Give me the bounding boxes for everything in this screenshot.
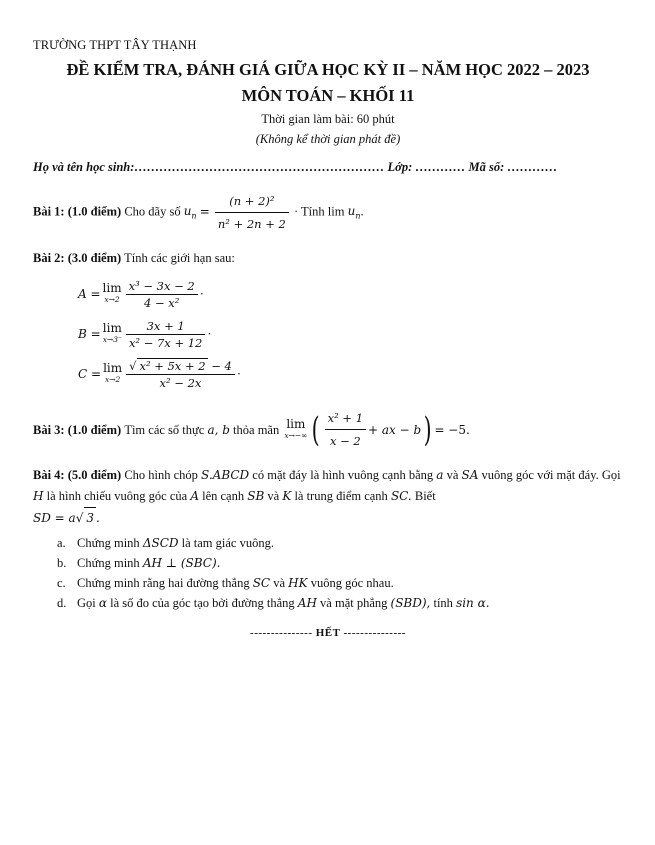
p4-text3: và	[446, 468, 459, 482]
end-dot: .	[360, 204, 364, 219]
p4-line2-text4: và	[267, 489, 280, 503]
equals-sign: =	[199, 204, 210, 219]
problem-3-text2: thỏa mãn	[233, 422, 280, 437]
limit-C-name: C =	[78, 367, 102, 381]
p4-H: H	[33, 489, 44, 503]
p4-edge-sa: SA	[461, 468, 479, 482]
problem-4-items	[57, 533, 623, 613]
problem-1-label: Bài 1: (1.0 điểm)	[33, 204, 122, 219]
limit-A-op: lim x→2	[102, 281, 122, 304]
school-name: TRƯỜNG THPT TÂY THẠNH	[33, 38, 197, 52]
problem-1: Bài 1: (1.0 điểm) Cho dãy số $u_n$ = $\frac{\text{(n + 2)²}}{\text{n² + 2n + 2}}$ · Tính $\lim u_n$.	[33, 191, 623, 234]
problem-3-fraction	[325, 408, 366, 451]
p4-text1: Cho hình chóp	[124, 468, 198, 482]
problem-1-text: Cho dãy số	[124, 204, 181, 219]
problem-2-text: Tính các giới hạn sau:	[124, 251, 235, 265]
p4-line2-text6: Biết	[414, 489, 436, 503]
item-b: b. Chứng minh AH ⊥ (SBC).	[57, 553, 623, 573]
student-info-line: Họ và tên học sinh:…………………………………………………… Lớp: ………… Mã số: …………	[33, 160, 558, 174]
item-a: a. Chứng minh ΔSCD là tam giác vuông.	[57, 533, 623, 553]
limit-C-den: x² − 2x	[159, 376, 202, 390]
problem-3-result: = −5.	[434, 422, 470, 437]
p4-line2-text2: là hình chiếu vuông góc của	[46, 489, 188, 503]
problem-3: Bài 3: (1.0 điểm) Tìm các số thực a, b thỏa mãn lim x→−∞ ( $\frac{\text{x² + 1}}{x - 2}$ + ax − b ) = −5.	[33, 409, 470, 450]
exam-note: (Không kể thời gian phát đề)	[255, 132, 401, 146]
fraction-denominator: n² + 2n + 2	[217, 217, 286, 231]
exam-duration: Thời gian làm bài: 60 phút	[261, 112, 395, 126]
p4-line2-text5: là trung điểm cạnh	[294, 489, 388, 503]
problem-3-text: Tìm các số thực	[124, 422, 205, 437]
problem-3-label: Bài 3: (1.0 điểm)	[33, 422, 122, 437]
limit-B: B = lim x→3⁻ $\frac{3x + 1}{\text{x² − 7x + 12}}$ ·	[78, 318, 212, 350]
p4-K: K	[282, 489, 292, 503]
limit-C-fraction	[126, 358, 235, 390]
problem-3-den: x − 2	[329, 434, 361, 448]
exam-page	[33, 38, 623, 639]
p4-line2-text3: lên cạnh	[202, 489, 245, 503]
problem-3-num: x² + 1	[325, 408, 366, 430]
limit-A-den: 4 − x²	[143, 295, 180, 310]
limit-A: A = lim x→2 $\frac{\text{x³ − 3x − 2}}{\text{4 − x²}}$ ·	[78, 278, 204, 310]
item-d: d. Gọi α là số đo của góc tạo bởi đường thẳng AH và mặt phẳng (SBD), tính sin α.	[57, 593, 623, 613]
p4-A: A	[190, 489, 199, 503]
seq-name: $u_n$	[183, 204, 197, 221]
limit-B-name: B =	[78, 327, 101, 341]
limit-C-op: lim x→2	[103, 361, 123, 384]
problem-2-equations	[33, 274, 623, 394]
problem-3-vars: a, b	[207, 422, 230, 437]
p4-pyramid: S.ABCD	[201, 468, 250, 482]
limit-C: C = lim x→2 $\frac{\text{√ x² + 5x + 2 − 4}}{\text{x² − 2x}}$ ·	[78, 359, 241, 390]
problem-2-label: Bài 2: (3.0 điểm)	[33, 251, 122, 265]
limit-A-name: A =	[78, 287, 101, 301]
problem-1-fraction	[215, 191, 289, 234]
p4-SC: SC.	[390, 489, 412, 503]
p4-line2-text1: với mặt đáy. Gọi	[537, 468, 621, 482]
p4-var-a: a	[436, 468, 444, 482]
limit-C-num: √ x² + 5x + 2 − 4	[126, 358, 235, 375]
p4-text2: có mặt đáy là hình vuông cạnh bằng	[252, 468, 434, 482]
limit-B-fraction	[126, 319, 205, 350]
problem-1-text-after: Tính lim	[301, 204, 345, 219]
p4-SB: SB	[247, 489, 265, 503]
item-d-label: d.	[57, 596, 67, 610]
limit-B-op: lim x→3⁻	[102, 321, 122, 344]
problem-4	[33, 465, 623, 529]
item-a-label: a.	[57, 536, 66, 550]
problem-3-rest: + ax − b	[368, 422, 422, 437]
problem-2	[33, 248, 623, 268]
limit-A-num: x³ − 3x − 2	[126, 279, 198, 295]
p4-sd: SD = a√ 3 .	[33, 511, 100, 525]
limit-B-den: x² − 7x + 12	[128, 335, 203, 350]
p4-text4: vuông góc	[481, 468, 534, 482]
exam-title: ĐỀ KIỂM TRA, ĐÁNH GIÁ GIỮA HỌC KỲ II – NĂM HỌC 2022 – 2023	[66, 60, 590, 79]
item-b-label: b.	[57, 556, 67, 570]
subject-title: MÔN TOÁN – KHỐI 11	[241, 86, 415, 105]
problem-4-label: Bài 4: (5.0 điểm)	[33, 468, 122, 482]
fraction-numerator: (n + 2)²	[215, 191, 289, 213]
limit-A-fraction	[126, 279, 198, 310]
item-c: c. Chứng minh rằng hai đường thẳng SC và HK vuông góc nhau.	[57, 573, 623, 593]
limit-B-num: 3x + 1	[126, 319, 205, 335]
seq-name-2: $u_n$	[347, 204, 361, 221]
problem-3-lim: lim x→−∞	[284, 416, 308, 440]
item-c-label: c.	[57, 576, 66, 590]
end-marker: --------------- HẾT ---------------	[250, 627, 406, 639]
